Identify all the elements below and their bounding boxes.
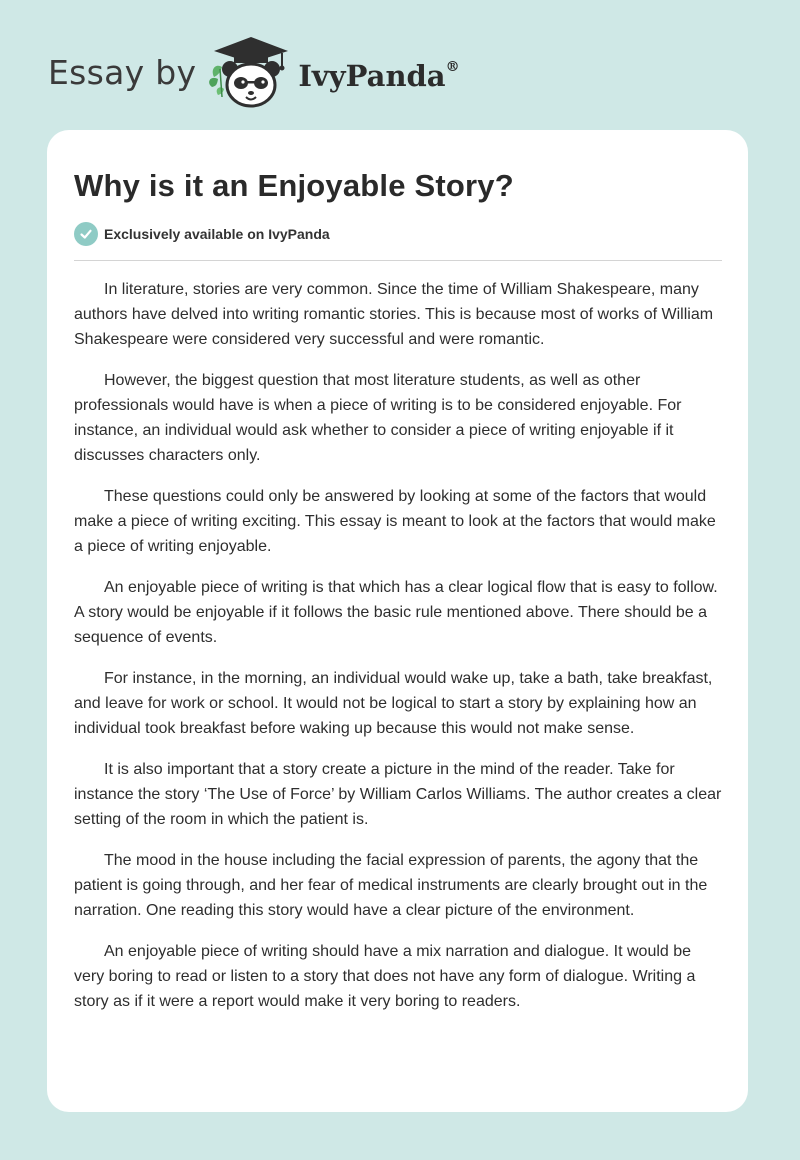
panda-graduate-icon <box>208 33 294 111</box>
paragraph: An enjoyable piece of writing is that which has a clear logical flow that is easy to follow. A story would be enjoyable if it follows the basic rule mentioned above. There should be a sequence of events. <box>74 579 718 646</box>
exclusive-badge-label: Exclusively available on IvyPanda <box>104 226 330 242</box>
essay-card <box>47 130 748 1112</box>
paragraph: It is also important that a story create a picture in the mind of the reader. Take for instance the story ‘The Use of Force’ by William Carlos Williams. The author creates a clear setting of the room in which the patient is. <box>74 761 722 828</box>
paragraph: For instance, in the morning, an individual would wake up, take a bath, take breakfast, and leave for work or school. It would not be logical to start a story by explaining how an individual took breakfast before waking up because this would not make sense. <box>74 670 713 737</box>
essay-body <box>74 277 722 1014</box>
check-icon <box>74 222 98 246</box>
brand-name: IvyPanda® <box>298 59 460 93</box>
divider <box>74 260 722 261</box>
essay-by-label: Essay by <box>48 52 197 92</box>
paragraph: These questions could only be answered by looking at some of the factors that would make a piece of writing exciting. This essay is meant to look at the factors that would make a piece of writing enjoyable. <box>74 488 716 555</box>
paragraph: The mood in the house including the facial expression of parents, the agony that the patient is going through, and her fear of medical instruments are clearly brought out in the narration. One reading this story would have a clear picture of the environment. <box>74 852 708 919</box>
paragraph: In literature, stories are very common. Since the time of William Shakespeare, many authors have delved into writing romantic stories. This is because most of works of William Shakespeare were considered very successful and were romantic. <box>74 281 714 348</box>
paragraph: However, the biggest question that most literature students, as well as other professionals would have is when a piece of writing is to be considered enjoyable. For instance, an individual would ask whether to consider a piece of writing enjoyable if it discusses characters only. <box>74 372 682 464</box>
paragraph: An enjoyable piece of writing should have a mix narration and dialogue. It would be very boring to read or listen to a story that does not have any form of dialogue. Writing a story as if it were a report would make it very boring to readers. <box>74 943 696 1010</box>
ivypanda-logo[interactable] <box>208 33 459 111</box>
essay-title: Why is it an Enjoyable Story? <box>74 168 514 203</box>
site-header <box>48 30 460 114</box>
exclusive-badge <box>74 222 722 246</box>
